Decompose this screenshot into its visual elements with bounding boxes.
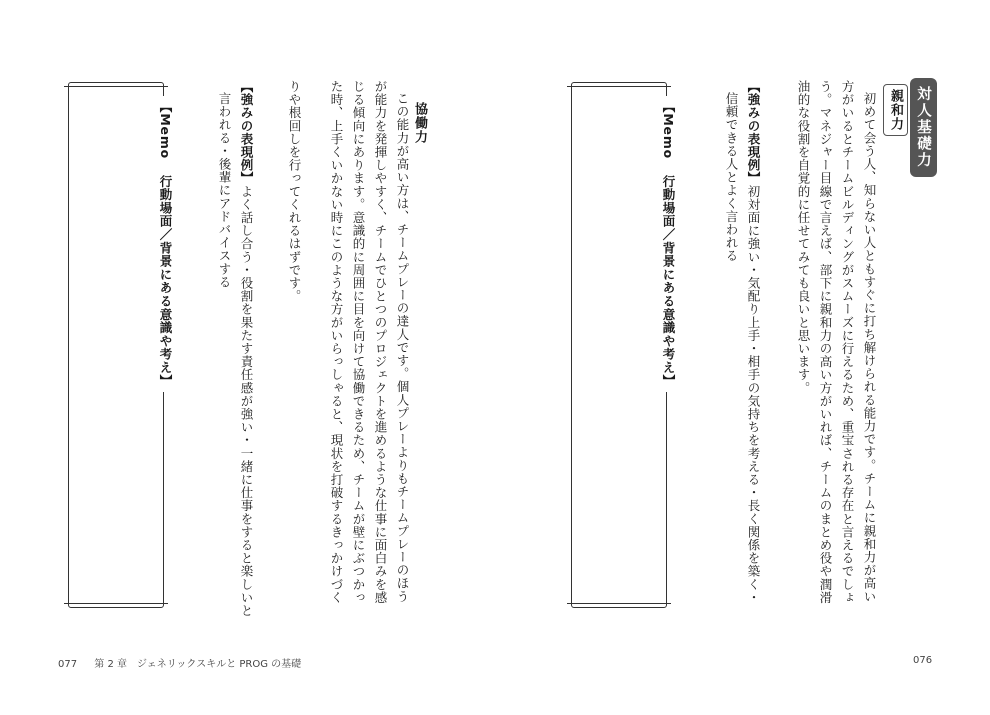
section-title: 協働力 — [412, 102, 427, 144]
body-text-line: 初めて会う人、知らない人ともすぐに打ち解けられる能力です。チームに親和力が高い — [862, 92, 877, 603]
strength-label: 【強みの表現例】 — [746, 80, 761, 185]
strength-line: 言われる・後輩にアドバイスする — [217, 92, 232, 289]
page-number: 076 — [913, 655, 933, 666]
memo-box[interactable] — [68, 82, 164, 608]
strength-line: 信頼できる人とよく言われる — [724, 92, 739, 263]
body-text-line: じる傾向にあります。意識的に周囲に目を向けて協働できるため、チームが壁にぶつかっ — [351, 80, 366, 604]
strength-line: 【強みの表現例】よく話し合う・役割を果たす責任感が強い・一緒に仕事をすると楽しいと — [239, 80, 254, 618]
body-text-line: 方がいるとチームビルディングがスムーズに行えるため、重宝される存在と言えるでしょ — [840, 80, 855, 604]
memo-box[interactable] — [571, 82, 667, 608]
body-text-line: りや根回しを行ってくれるはずです。 — [287, 80, 302, 303]
section-title: 親和力 — [883, 84, 908, 136]
chapter-title: 第 2 章 ジェネリックスキルと PROG の基礎 — [94, 659, 302, 670]
page-number: 077 — [58, 659, 78, 670]
memo-label: 【Memo 行動場面／背景にある意識や考え】 — [156, 96, 174, 392]
category-badge: 対人基礎力 — [910, 78, 937, 177]
body-text-line: が能力を発揮しやすく、チームでひとつのプロジェクトを進めるような仕事に面白みを感 — [373, 80, 388, 604]
strength-label: 【強みの表現例】 — [239, 80, 254, 185]
memo-label: 【Memo 行動場面／背景にある意識や考え】 — [659, 96, 677, 392]
strength-line: 【強みの表現例】初対面に強い・気配り上手・相手の気持ちを考える・長く関係を築く・ — [746, 80, 761, 605]
body-text-line: う。マネジャー目線で言えば、部下に親和力の高い方がいれば、チームのまとめ役や潤滑 — [818, 80, 833, 604]
page-footer — [58, 655, 301, 670]
body-text-line: この能力が高い方は、チームプレーの達人です。個人プレーよりもチームプレーのほう — [395, 92, 410, 603]
body-text-line: た時、上手くいかない時にこのような方がいらっしゃると、現状を打破するきっかけづく — [329, 80, 344, 604]
body-text-line: 油的な役割を自覚的に任せてみても良いと思います。 — [796, 80, 811, 395]
right-page — [495, 0, 990, 715]
page-footer — [913, 655, 932, 666]
